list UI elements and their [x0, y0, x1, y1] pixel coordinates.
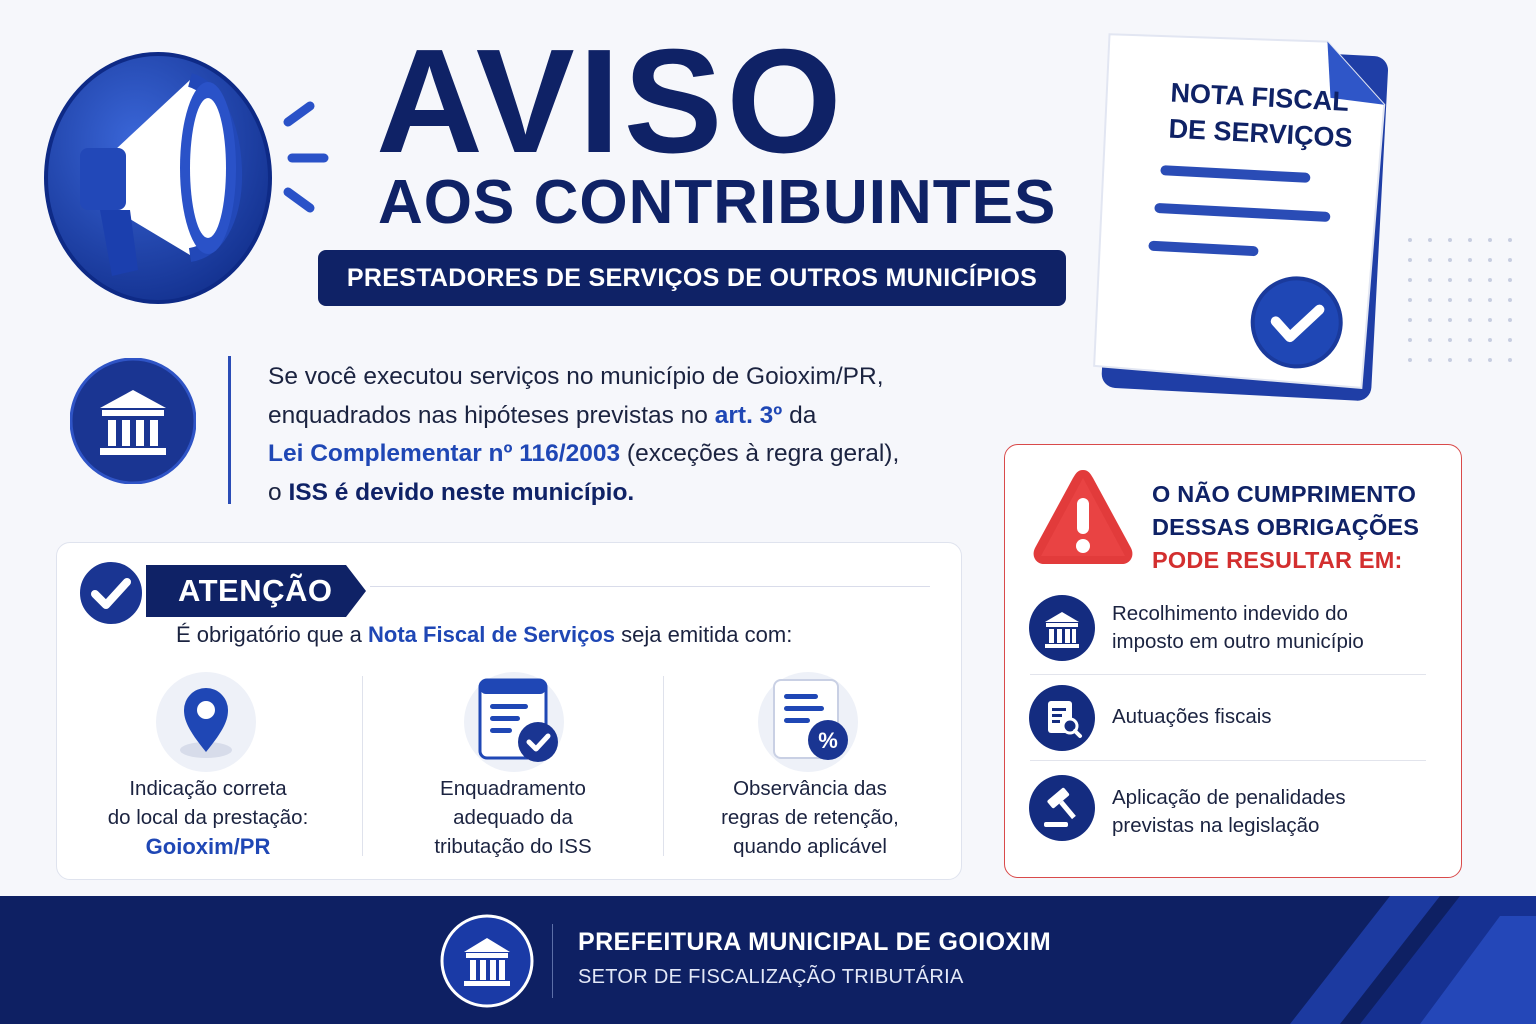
document-title-line2: DE SERVIÇOS — [1167, 113, 1354, 154]
decorative-dot — [1448, 338, 1452, 342]
consequence-item — [1112, 703, 1272, 731]
decorative-dot — [1468, 298, 1472, 302]
page-subtitle: AOS CONTRIBUINTES — [378, 168, 1057, 237]
warning-title-l1: O NÃO CUMPRIMENTO — [1152, 481, 1417, 507]
consequence-1-l2: imposto em outro município — [1112, 630, 1364, 653]
consequence-item — [1112, 784, 1346, 840]
decorative-dot — [1408, 278, 1412, 282]
intro-o: o — [268, 478, 289, 506]
location-pin-icon — [154, 670, 258, 774]
consequence-1-l1: Recolhimento indevido do — [1112, 602, 1348, 625]
decorative-dot — [1448, 238, 1452, 242]
decorative-dot — [1448, 258, 1452, 262]
decorative-dot — [1508, 278, 1512, 282]
decorative-dot — [1428, 238, 1432, 242]
intro-line-1: Se você executou serviços no município de Goioxim/PR, — [268, 363, 884, 390]
intro-divider — [228, 356, 231, 504]
consequence-3-l1: Aplicação de penalidades — [1112, 786, 1346, 809]
feature-classification-l2: adequado da — [453, 806, 573, 829]
feature-classification-l3: tributação do ISS — [434, 835, 592, 858]
bank-icon — [1028, 594, 1096, 662]
decorative-dot — [1408, 338, 1412, 342]
intro-da: da — [782, 401, 817, 429]
intro-article: art. 3º — [714, 401, 783, 429]
intro-line-2: enquadrados nas hipóteses previstas no — [268, 401, 715, 429]
footer-department: SETOR DE FISCALIZAÇÃO TRIBUTÁRIA — [578, 966, 964, 988]
footer — [0, 896, 1536, 1024]
document-check-icon — [462, 670, 566, 774]
warning-title-l3: PODE RESULTAR EM: — [1152, 547, 1403, 573]
feature-withholding-l2: regras de retenção, — [721, 806, 899, 829]
decorative-dot — [1448, 358, 1452, 362]
feature-withholding-l1: Observância das — [733, 777, 887, 800]
feature-classification-l1: Enquadramento — [440, 777, 586, 800]
decorative-dot — [1468, 358, 1472, 362]
intro-iss: ISS é devido neste município. — [288, 478, 635, 506]
decorative-dot — [1468, 318, 1472, 322]
warning-triangle-icon — [1030, 464, 1136, 570]
decorative-dot — [1408, 258, 1412, 262]
decorative-dot — [1448, 298, 1452, 302]
megaphone-icon — [40, 40, 340, 310]
intro-exceptions: (exceções à regra geral), — [620, 440, 900, 467]
attention-desc-pre: É obrigatório que a — [176, 622, 369, 647]
feature-location — [63, 774, 353, 861]
column-divider — [362, 676, 363, 856]
decorative-dot — [1408, 318, 1412, 322]
footer-decoration — [0, 896, 1536, 1024]
feature-withholding — [665, 774, 955, 861]
decorative-dot — [1468, 278, 1472, 282]
decorative-dot — [1428, 258, 1432, 262]
decorative-dot — [1488, 258, 1492, 262]
decorative-dot — [1448, 318, 1452, 322]
decorative-dot — [1488, 298, 1492, 302]
attention-description — [176, 622, 792, 648]
attention-desc-highlight: Nota Fiscal de Serviços — [368, 622, 616, 647]
decorative-dot — [1428, 298, 1432, 302]
decorative-dot — [1488, 278, 1492, 282]
decorative-dot — [1428, 358, 1432, 362]
decorative-dot — [1488, 318, 1492, 322]
consequence-divider — [1030, 760, 1426, 761]
decorative-dot — [1488, 238, 1492, 242]
decorative-dot — [1508, 318, 1512, 322]
consequence-3-l2: previstas na legislação — [1112, 814, 1320, 837]
audience-banner: PRESTADORES DE SERVIÇOS DE OUTROS MUNICÍPIOS — [318, 250, 1066, 306]
feature-location-l2: do local da prestação: — [107, 806, 309, 829]
intro-text — [268, 358, 988, 512]
decorative-dot — [1468, 258, 1472, 262]
attention-label: ATENÇÃO — [178, 573, 333, 608]
bank-icon — [70, 358, 196, 484]
gavel-icon — [1028, 774, 1096, 842]
attention-desc-post: seja emitida com: — [615, 622, 793, 647]
decorative-dot — [1468, 338, 1472, 342]
column-divider — [663, 676, 664, 856]
feature-classification — [368, 774, 658, 861]
decorative-dot — [1428, 278, 1432, 282]
consequence-2-l1: Autuações fiscais — [1112, 705, 1272, 728]
intro-law: Lei Complementar nº 116/2003 — [268, 440, 621, 467]
decorative-dot — [1428, 318, 1432, 322]
decorative-dot — [1508, 298, 1512, 302]
check-circle-icon — [76, 558, 146, 628]
attention-divider — [370, 586, 930, 587]
decorative-dot — [1508, 338, 1512, 342]
decorative-dot — [1448, 278, 1452, 282]
invoice-document-icon — [1088, 30, 1418, 410]
footer-divider — [552, 924, 553, 998]
decorative-dot — [1488, 338, 1492, 342]
decorative-dot — [1428, 338, 1432, 342]
city-hall-icon — [440, 914, 534, 1008]
decorative-dot — [1408, 238, 1412, 242]
decorative-dot — [1408, 298, 1412, 302]
feature-location-l1: Indicação correta — [129, 777, 287, 800]
feature-location-city: Goioxim/PR — [145, 834, 271, 859]
warning-title — [1152, 478, 1419, 577]
svg-text:%: % — [818, 728, 838, 753]
decorative-dot — [1508, 258, 1512, 262]
decorative-dot — [1508, 238, 1512, 242]
decorative-dot — [1408, 358, 1412, 362]
document-search-icon — [1028, 684, 1096, 752]
document-percent-icon — [756, 670, 860, 774]
decorative-dot — [1488, 358, 1492, 362]
consequence-item — [1112, 600, 1364, 656]
page-title: AVISO — [376, 19, 846, 184]
consequence-divider — [1030, 674, 1426, 675]
warning-title-l2: DESSAS OBRIGAÇÕES — [1152, 514, 1420, 540]
decorative-dot — [1468, 238, 1472, 242]
document-title-line1: NOTA FISCAL — [1169, 77, 1350, 117]
footer-organization: PREFEITURA MUNICIPAL DE GOIOXIM — [578, 928, 1052, 956]
decorative-dots — [1400, 230, 1520, 380]
decorative-dot — [1508, 358, 1512, 362]
feature-withholding-l3: quando aplicável — [733, 835, 887, 858]
